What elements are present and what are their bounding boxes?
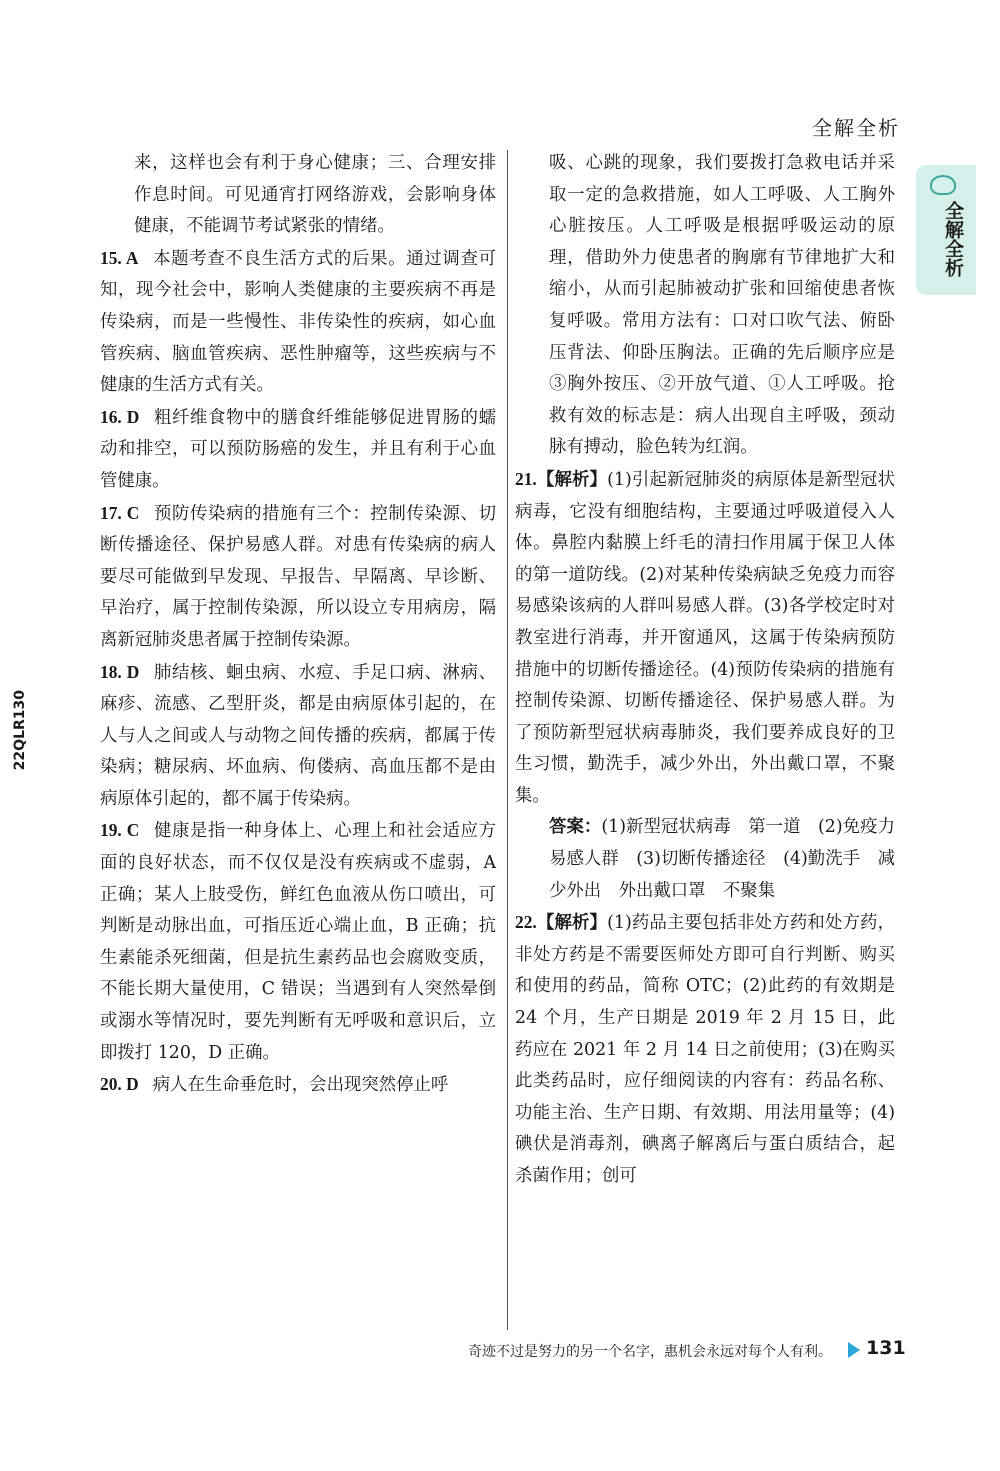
- page-header-title: 全解全析: [812, 116, 900, 140]
- answer-item-17: [100, 498, 496, 657]
- footer-motto: 奇迹不过是努力的另一个名字，惠机会永远对每个人有利。: [468, 1344, 832, 1360]
- item-number: 15. A: [100, 247, 139, 268]
- item-explanation: 健康是指一种身体上、心理上和社会适应方面的良好状态，而不仅仅是没有疾病或不虚弱，A 正确；某人上肢受伤，鲜红色血液从伤口喷出，可判断是动脉出血，可指压近心端止血，B 正确；抗生素能杀死细菌，但是抗生素药品也会腐败变质，不能长期大量使用，C 错误；当遇到有人突然晕倒或溺水等情况时，要先判断有无呼吸和意识后，立即拨打 120，D 正确。: [100, 821, 496, 1063]
- item-explanation: 肺结核、蛔虫病、水痘、手足口病、淋病、麻疹、流感、乙型肝炎，都是由病原体引起的，在人与人之间或人与动物之间传播的疾病，都属于传染病；糖尿病、坏血病、佝偻病、高血压都不是由病原体引起的，都不属于传染病。: [100, 662, 496, 809]
- item-explanation: (1)药品主要包括非处方药和处方药，非处方药是不需要医师处方即可自行判断、购买和使用的药品，简称 OTC；(2)此药的有效期是 24 个月，生产日期是 2019 年 2 月 15 日，此药应在 2021 年 2 月 14 日之前使用；(3)在购买此类药品时，应仔细阅读的内容有：药品名称、功能主治、生产日期、有效期、用法用量等；(4)碘伏是消毒剂，碘离子解离后与蛋白质结合，起杀菌作用；创可: [515, 913, 895, 1186]
- answer-label: 答案：: [549, 817, 602, 838]
- side-tab-label: 全解全析: [942, 201, 964, 277]
- book-code: 22QLR130: [12, 690, 28, 771]
- item-explanation: 本题考查不良生活方式的后果。通过调查可知，现今社会中，影响人类健康的主要疾病不再是传染病，而是一些慢性、非传染性的疾病，如心血管疾病、脑血管疾病、恶性肿瘤等，这些疾病与不健康的生活方式有关。: [100, 248, 496, 396]
- item-explanation: 病人在生命垂危时，会出现突然停止呼: [152, 1075, 449, 1096]
- item-number: 21.【解析】: [515, 468, 608, 489]
- answer-item-20: [100, 1069, 496, 1102]
- left-column: [100, 148, 496, 1102]
- item-number: 19. C: [100, 820, 140, 841]
- item-number: 18. D: [100, 661, 140, 682]
- answer-item-21-answer: [515, 812, 913, 907]
- answer-item-15: [100, 243, 496, 402]
- page-footer: [468, 1338, 908, 1362]
- answer-item-16: [100, 402, 496, 498]
- answer-item-22: [515, 907, 895, 1192]
- answer-item-19: [100, 815, 496, 1069]
- item-explanation: (1)引起新冠肺炎的病原体是新型冠状病毒，它没有细胞结构，主要通过呼吸道侵入人体。鼻腔内黏膜上纤毛的清扫作用属于保卫人体的第一道防线。(2)对某种传染病缺乏免疫力而容易感染该病的人群叫易感人群。(3)各学校定时对教室进行消毒，并开窗通风，这属于传染病预防措施中的切断传播途径。(4)预防传染病的措施有控制传染源、切断传播途径、保护易感人群。为了预防新型冠状病毒肺炎，我们要养成良好的卫生习惯，勤洗手，减少外出，外出戴口罩，不聚集。: [515, 469, 895, 806]
- right-intro-paragraph: 吸、心跳的现象，我们要拨打急救电话并采取一定的急救措施，如人工呼吸、人工胸外心脏按压。人工呼吸是根据呼吸运动的原理，借助外力使患者的胸廓有节律地扩大和缩小，从而引起肺被动扩张和回缩使患者恢复呼吸。常用方法有：口对口吹气法、俯卧压背法、仰卧压胸法。正确的先后顺序应是③胸外按压、②开放气道、①人工呼吸。抢救有效的标志是：病人出现自主呼吸，颈动脉有搏动，脸色转为红润。: [549, 153, 895, 458]
- answer-text: (1)新型冠状病毒 第一道 (2)免疫力 易感人群 (3)切断传播途径 (4)勤洗手 减少外出 外出戴口罩 不聚集: [549, 817, 913, 901]
- answer-item-18: [100, 657, 496, 816]
- column-divider: [507, 150, 508, 1330]
- item-explanation: 预防传染病的措施有三个：控制传染源、切断传播途径、保护易感人群。对患有传染病的病人要尽可能做到早发现、早报告、早隔离、早诊断、早治疗，属于控制传染源，所以设立专用病房，隔离新冠肺炎患者属于控制传染源。: [100, 503, 496, 650]
- item-number: 17. C: [100, 502, 140, 523]
- answer-item-21: [515, 464, 895, 813]
- item-number: 22.【解析】: [515, 912, 608, 933]
- page-number: 131: [866, 1337, 906, 1359]
- item-number: 16. D: [100, 406, 140, 427]
- right-column: [515, 148, 913, 1193]
- arrow-right-icon: [848, 1342, 860, 1358]
- left-intro-paragraph: 来，这样也会有利于身心健康；三、合理安排作息时间。可见通宵打网络游戏，会影响身体健康，不能调节考试紧张的情绪。: [134, 153, 496, 237]
- section-side-tab: [916, 165, 976, 295]
- item-number: 20. D: [100, 1074, 139, 1095]
- eye-icon: [930, 175, 956, 195]
- item-explanation: 粗纤维食物中的膳食纤维能够促进胃肠的蠕动和排空，可以预防肠癌的发生，并且有利于心血管健康。: [100, 407, 496, 491]
